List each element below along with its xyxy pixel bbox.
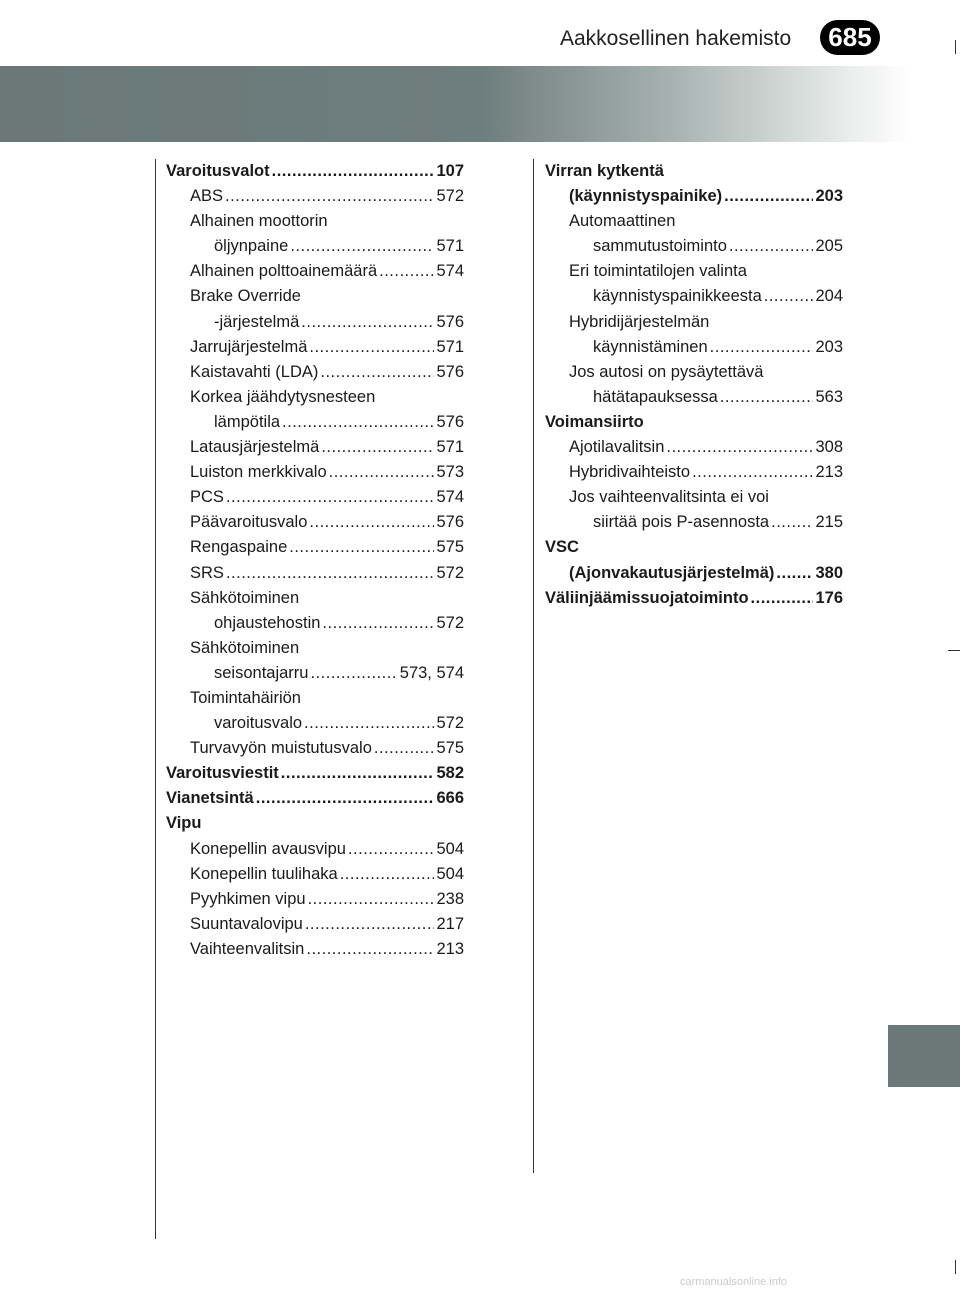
leader-dots — [226, 561, 435, 586]
index-entry — [166, 485, 464, 510]
index-entry-page: 576 — [436, 513, 464, 532]
index-entry-text: ABS — [190, 187, 224, 206]
index-entry-page: 575 — [436, 739, 464, 758]
index-entry — [166, 159, 464, 184]
index-entry — [166, 937, 464, 962]
leader-dots — [329, 460, 435, 485]
decorative-gradient-band — [0, 66, 960, 142]
index-entry-text: Kaistavahti (LDA) — [190, 362, 319, 381]
index-entry-text: Alhainen moottorin — [190, 212, 328, 231]
index-entry-page: 572 — [436, 714, 464, 733]
column-divider-middle — [533, 159, 534, 1173]
index-entry — [166, 435, 464, 460]
index-entry-text: Vaihteenvalitsin — [190, 939, 305, 958]
index-entry-text: lämpötila — [214, 412, 281, 431]
index-entry — [166, 234, 464, 259]
index-entry-page: 238 — [436, 889, 464, 908]
index-entry-text: ohjaustehostin — [214, 613, 321, 632]
index-entry-text: SRS — [190, 563, 224, 582]
leader-dots — [320, 360, 434, 385]
index-entry — [166, 360, 464, 385]
index-entry — [545, 310, 843, 335]
leader-dots — [225, 184, 434, 209]
index-entry — [545, 510, 843, 535]
index-entry-page: 572 — [436, 187, 464, 206]
index-entry-text: (käynnistyspainike) — [569, 187, 723, 206]
index-entry-text: Sähkötoiminen — [190, 638, 300, 657]
index-entry — [545, 284, 843, 309]
index-entry-text: Hybridivaihteisto — [569, 463, 691, 482]
index-entry-text: Brake Override — [190, 287, 301, 306]
index-entry-page: 572 — [436, 613, 464, 632]
index-entry-text: Toimintahäiriön — [190, 688, 301, 707]
index-entry-text: Turvavyön muistutusvalo — [190, 739, 372, 758]
index-entry-page: 573, 574 — [399, 663, 464, 682]
index-entry — [545, 335, 843, 360]
leader-dots — [729, 234, 814, 259]
section-title: Aakkosellinen hakemisto — [560, 27, 792, 50]
index-entry-text: Konepellin tuulihaka — [190, 864, 338, 883]
index-entry-page: 574 — [436, 262, 464, 281]
index-entry-page: 213 — [815, 463, 843, 482]
index-entry-page: 204 — [815, 287, 843, 306]
index-entry-text: Sähkötoiminen — [190, 588, 300, 607]
leader-dots — [305, 912, 435, 937]
leader-dots — [379, 259, 434, 284]
index-entry — [166, 561, 464, 586]
index-entry-text: VSC — [545, 538, 579, 557]
index-entry-text: Automaattinen — [569, 212, 676, 231]
index-entry-text: Voimansiirto — [545, 412, 644, 431]
index-entry-text: Rengaspaine — [190, 538, 288, 557]
leader-dots — [720, 385, 814, 410]
index-entry-page: 205 — [815, 237, 843, 256]
index-entry — [166, 586, 464, 611]
index-entry-text: varoitusvalo — [214, 714, 303, 733]
leader-dots — [751, 586, 814, 611]
leader-dots — [666, 435, 813, 460]
index-entry-text: Jos vaihteenvalitsinta ei voi — [569, 488, 769, 507]
leader-dots — [289, 535, 434, 560]
index-entry-page: 215 — [815, 513, 843, 532]
index-entry-page: 582 — [436, 764, 464, 783]
index-entry — [545, 460, 843, 485]
index-entry-text: Vipu — [166, 814, 202, 833]
header-bar — [0, 0, 960, 58]
index-entry-page: 380 — [815, 563, 843, 582]
leader-dots — [226, 485, 435, 510]
index-entry — [545, 259, 843, 284]
leader-dots — [724, 184, 813, 209]
watermark-text: carmanualsonline.info — [680, 1276, 788, 1288]
index-entry-page: 176 — [815, 588, 843, 607]
leader-dots — [340, 862, 435, 887]
index-entry-text: hätätapauksessa — [593, 387, 718, 406]
index-entry-text: Konepellin avausvipu — [190, 839, 346, 858]
index-entry — [545, 485, 843, 510]
index-entry — [166, 736, 464, 761]
leader-dots — [348, 837, 435, 862]
index-entry — [166, 862, 464, 887]
index-entry-text: Virran kytkentä — [545, 162, 664, 180]
index-entry-page: 504 — [436, 839, 464, 858]
leader-dots — [309, 335, 434, 360]
index-entry-page: 576 — [436, 412, 464, 431]
index-entry-page: 573 — [436, 463, 464, 482]
leader-dots — [710, 335, 814, 360]
index-entry — [545, 535, 843, 560]
index-entry-page: 308 — [815, 438, 843, 457]
index-entry-text: Latausjärjestelmä — [190, 438, 320, 457]
index-entry-page: 572 — [436, 563, 464, 582]
index-entry-page: 107 — [436, 162, 464, 180]
leader-dots — [374, 736, 435, 761]
index-entry — [545, 360, 843, 385]
index-entry-text: Vianetsintä — [166, 789, 254, 808]
index-entry — [166, 887, 464, 912]
index-entry — [166, 686, 464, 711]
index-entry — [166, 811, 464, 836]
index-entry — [545, 159, 843, 184]
index-entry — [166, 259, 464, 284]
index-entry-page: 571 — [436, 337, 464, 356]
index-entry — [166, 912, 464, 937]
leader-dots — [272, 159, 435, 184]
index-entry-text: käynnistyspainikkeesta — [593, 287, 762, 306]
leader-dots — [309, 510, 434, 535]
index-entry — [166, 209, 464, 234]
crop-mark-right-mid — [948, 650, 960, 651]
index-entry-text: käynnistäminen — [593, 337, 708, 356]
leader-dots — [771, 510, 813, 535]
index-entry-text: siirtää pois P-asennosta — [593, 513, 770, 532]
index-entry — [166, 310, 464, 335]
index-entry-page: 666 — [436, 789, 464, 808]
index-entry-page: 571 — [436, 438, 464, 457]
leader-dots — [306, 937, 434, 962]
leader-dots — [282, 410, 434, 435]
index-entry — [166, 284, 464, 309]
leader-dots — [321, 435, 434, 460]
index-entry-text: Ajotilavalitsin — [569, 438, 665, 457]
index-entry-text: Alhainen polttoainemäärä — [190, 262, 378, 281]
leader-dots — [308, 887, 435, 912]
index-entry — [166, 611, 464, 636]
chapter-tab-marker — [888, 1025, 960, 1087]
crop-mark-right-top — [955, 40, 956, 54]
index-entry-page: 575 — [436, 538, 464, 557]
index-entry — [166, 711, 464, 736]
index-entry-text: Jos autosi on pysäytettävä — [569, 362, 764, 381]
index-entry-page: 576 — [436, 312, 464, 331]
leader-dots — [281, 761, 435, 786]
index-entry — [166, 636, 464, 661]
index-entry-text: Varoitusviestit — [166, 764, 279, 783]
index-entry-page: 563 — [815, 387, 843, 406]
index-entry — [166, 786, 464, 811]
index-entry-text: Suuntavalovipu — [190, 914, 303, 933]
index-entry-text: Väliinjäämissuojatoiminto — [545, 588, 749, 607]
index-entry-text: Varoitusvalot — [166, 162, 270, 180]
index-entry — [545, 234, 843, 259]
index-entry — [166, 184, 464, 209]
leader-dots — [256, 786, 435, 811]
index-entry-page: 504 — [436, 864, 464, 883]
index-entry-text: -järjestelmä — [214, 312, 300, 331]
index-entry-text: PCS — [190, 488, 224, 507]
leader-dots — [304, 711, 434, 736]
leader-dots — [764, 284, 814, 309]
index-entry — [166, 335, 464, 360]
index-entry — [545, 586, 843, 611]
page-number-badge: 685 — [820, 20, 880, 55]
index-entry — [166, 761, 464, 786]
index-entry — [166, 535, 464, 560]
index-entry-text: Päävaroitusvalo — [190, 513, 308, 532]
index-entry-page: 576 — [436, 362, 464, 381]
index-entry — [545, 410, 843, 435]
index-entry-page: 574 — [436, 488, 464, 507]
index-entry — [166, 837, 464, 862]
index-entry-page: 203 — [815, 187, 843, 206]
index-entry-text: öljynpaine — [214, 237, 289, 256]
crop-mark-right-bottom — [955, 1260, 956, 1274]
leader-dots — [692, 460, 813, 485]
leader-dots — [290, 234, 434, 259]
index-column-right — [545, 159, 843, 611]
leader-dots — [310, 661, 397, 686]
index-column-left — [166, 159, 464, 962]
index-entry-text: Korkea jäähdytysnesteen — [190, 387, 376, 406]
leader-dots — [301, 310, 434, 335]
index-entry-text: Luiston merkkivalo — [190, 463, 327, 482]
index-entry-page: 217 — [436, 914, 464, 933]
index-entry-page: 571 — [436, 237, 464, 256]
index-entry-text: Pyyhkimen vipu — [190, 889, 306, 908]
index-entry-text: sammutustoiminto — [593, 237, 727, 256]
index-entry — [545, 209, 843, 234]
index-entry-text: (Ajonvakautusjärjestelmä) — [569, 563, 775, 582]
index-entry — [545, 435, 843, 460]
leader-dots — [322, 611, 434, 636]
index-entry-text: Hybridijärjestelmän — [569, 312, 710, 331]
column-divider-left — [155, 159, 156, 1239]
index-entry-text: Eri toimintatilojen valinta — [569, 262, 747, 281]
index-entry — [545, 184, 843, 209]
leader-dots — [776, 561, 813, 586]
index-entry — [166, 510, 464, 535]
index-entry-text: Jarrujärjestelmä — [190, 337, 308, 356]
index-entry — [166, 410, 464, 435]
index-entry — [166, 385, 464, 410]
index-entry — [545, 385, 843, 410]
index-entry — [166, 661, 464, 686]
index-entry-text: seisontajarru — [214, 663, 309, 682]
index-entry-page: 203 — [815, 337, 843, 356]
index-entry — [166, 460, 464, 485]
index-entry — [545, 561, 843, 586]
index-entry-page: 213 — [436, 939, 464, 958]
